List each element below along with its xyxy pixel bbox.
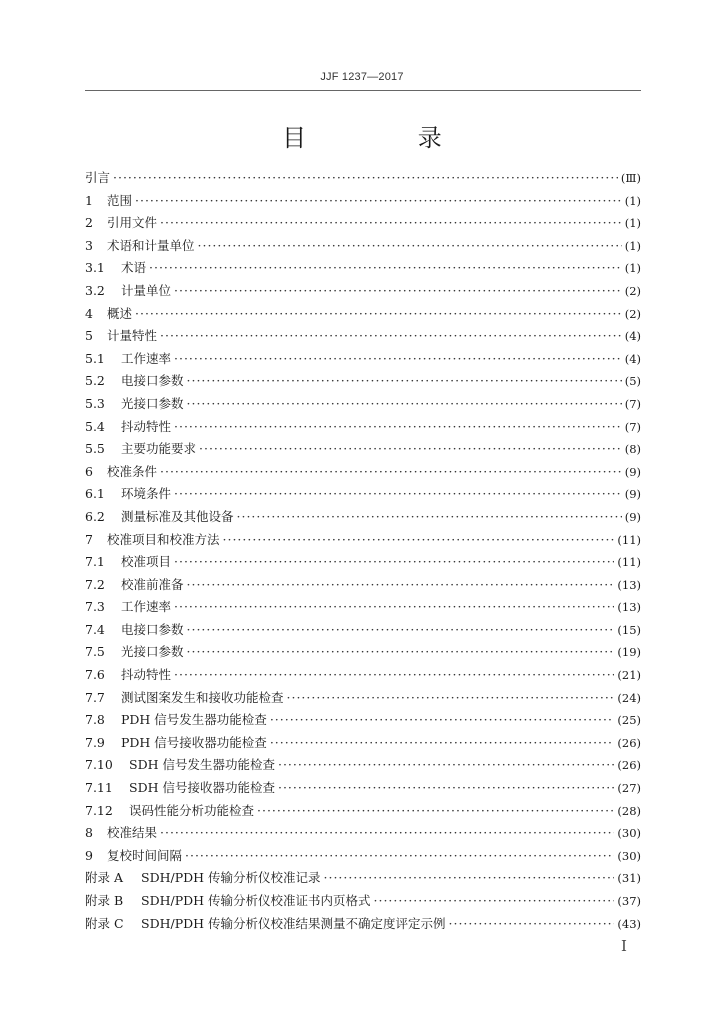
toc-leader-dots — [185, 845, 614, 868]
toc-entry[interactable] — [85, 867, 641, 890]
toc-entry-number: 7.1 — [85, 554, 105, 570]
toc-entry-number: 2 — [85, 215, 93, 231]
toc-entry-number: 3.1 — [85, 260, 105, 276]
toc-entry-number: 6.1 — [85, 486, 105, 502]
toc-entry-label: 工作速率 — [121, 350, 172, 366]
toc-entry-label: 环境条件 — [121, 486, 172, 502]
toc-entry-page: (8) — [624, 442, 641, 457]
toc-entry-label: 计量特性 — [107, 328, 158, 344]
toc-leader-dots — [160, 461, 622, 484]
toc-entry[interactable] — [85, 913, 641, 936]
toc-entry-page: (9) — [624, 487, 641, 502]
toc-leader-dots — [278, 754, 614, 777]
toc-entry-number: 5.3 — [85, 395, 105, 411]
toc-entry-label: 引用文件 — [107, 215, 158, 231]
toc-entry-number: 7.3 — [85, 599, 105, 615]
toc-leader-dots — [449, 913, 615, 936]
toc-entry-page: (2) — [624, 306, 641, 321]
toc-leader-dots — [174, 551, 614, 574]
toc-entry[interactable] — [85, 257, 641, 280]
toc-entry[interactable] — [85, 461, 641, 484]
toc-leader-dots — [187, 370, 622, 393]
toc-leader-dots — [270, 732, 615, 755]
toc-entry[interactable] — [85, 754, 641, 777]
toc-entry-label: 概述 — [107, 305, 133, 321]
toc-entry-page: (43) — [617, 916, 641, 931]
toc-entry-page: (9) — [624, 509, 641, 524]
toc-leader-dots — [199, 438, 622, 461]
toc-entry-label: PDH 信号发生器功能检查 — [121, 712, 267, 728]
toc-entry[interactable] — [85, 732, 641, 755]
toc-entry-label: 抖动特性 — [121, 418, 172, 434]
toc-leader-dots — [160, 325, 622, 348]
toc-entry-page: (26) — [617, 758, 641, 773]
toc-entry-number: 附录 A — [85, 870, 124, 886]
toc-entry-label: SDH 信号发生器功能检查 — [129, 757, 275, 773]
toc-entry-page: (28) — [617, 803, 641, 818]
toc-entry-number: 7.12 — [85, 802, 113, 818]
toc-entry-page: (31) — [617, 871, 641, 886]
toc-entry-label: 光接口参数 — [121, 644, 184, 660]
toc-entry-number: 5 — [85, 328, 93, 344]
toc-entry-label: 抖动特性 — [121, 667, 172, 683]
toc-entry[interactable] — [85, 845, 641, 868]
toc-entry-label: 工作速率 — [121, 599, 172, 615]
toc-entry-number: 附录 C — [85, 915, 124, 931]
toc-entry-number: 5.1 — [85, 350, 105, 366]
toc-entry[interactable] — [85, 777, 641, 800]
toc-entry[interactable] — [85, 596, 641, 619]
toc-entry-page: (7) — [624, 419, 641, 434]
toc-entry[interactable] — [85, 619, 641, 642]
toc-entry-label: SDH/PDH 传输分析仪校准记录 — [141, 870, 321, 886]
toc-entry[interactable] — [85, 641, 641, 664]
toc-leader-dots — [160, 212, 622, 235]
toc-entry-label: 测量标准及其他设备 — [121, 508, 234, 524]
toc-entry[interactable] — [85, 890, 641, 913]
toc-entry-number: 9 — [85, 847, 93, 863]
toc-entry-page: (2) — [624, 283, 641, 298]
toc-entry-number: 3 — [85, 237, 93, 253]
toc-entry-label: 校准结果 — [107, 825, 158, 841]
toc-entry-number: 7.4 — [85, 621, 105, 637]
toc-entry-number: 6.2 — [85, 508, 105, 524]
toc-entry-label: 校准项目 — [121, 554, 172, 570]
toc-entry-label: 术语 — [121, 260, 147, 276]
toc-entry[interactable] — [85, 574, 641, 597]
header-divider — [85, 90, 641, 91]
toc-entry-number: 6 — [85, 463, 93, 479]
toc-entry-page: (1) — [624, 216, 641, 231]
toc-entry[interactable] — [85, 325, 641, 348]
toc-leader-dots — [174, 483, 622, 506]
toc-entry[interactable] — [85, 280, 641, 303]
toc-entry-page: (1) — [624, 238, 641, 253]
toc-entry[interactable] — [85, 212, 641, 235]
toc-entry-label: 计量单位 — [121, 282, 172, 298]
toc-entry[interactable] — [85, 303, 641, 326]
table-of-contents — [85, 167, 641, 935]
toc-entry-number: 7.7 — [85, 689, 105, 705]
toc-entry-label: SDH/PDH 传输分析仪校准证书内页格式 — [141, 893, 371, 908]
toc-entry-page: (13) — [617, 600, 641, 615]
toc-entry-page: (21) — [617, 668, 641, 683]
toc-leader-dots — [187, 393, 622, 416]
toc-entry-number: 3.2 — [85, 282, 105, 298]
toc-entry[interactable] — [85, 664, 641, 687]
toc-leader-dots — [324, 867, 615, 890]
toc-entry-number: 7 — [85, 531, 93, 547]
toc-entry-page: (4) — [624, 329, 641, 344]
toc-entry-page: (30) — [617, 848, 641, 863]
page-title: 目 录 — [282, 124, 494, 152]
toc-entry-number: 7.2 — [85, 576, 105, 592]
document-code-header: JJF 1237—2017 — [320, 71, 404, 83]
toc-entry-number: 7.8 — [85, 712, 105, 728]
toc-entry-label: 电接口参数 — [121, 373, 184, 389]
toc-entry[interactable] — [85, 438, 641, 461]
toc-entry-page: (19) — [617, 645, 641, 660]
toc-entry-label: 引言 — [85, 170, 111, 185]
toc-entry-page: (37) — [617, 894, 641, 908]
toc-entry-label: 范围 — [107, 192, 133, 208]
toc-entry-page: (27) — [617, 781, 641, 796]
toc-entry-label: 校准前准备 — [121, 576, 184, 592]
toc-entry-number: 7.6 — [85, 667, 105, 683]
toc-entry[interactable] — [85, 370, 641, 393]
toc-entry-number: 5.4 — [85, 418, 105, 434]
toc-entry-number: 7.5 — [85, 644, 105, 660]
toc-entry-page: (Ⅲ) — [620, 171, 641, 185]
toc-entry-number: 5.5 — [85, 441, 105, 457]
toc-leader-dots — [237, 506, 622, 529]
toc-entry-label: SDH 信号接收器功能检查 — [129, 780, 275, 796]
toc-entry[interactable] — [85, 190, 641, 213]
toc-leader-dots — [174, 416, 622, 439]
toc-entry-page: (30) — [617, 826, 641, 841]
toc-entry[interactable] — [85, 506, 641, 529]
toc-entry-page: (1) — [624, 261, 641, 276]
toc-entry-page: (11) — [617, 532, 641, 547]
toc-leader-dots — [223, 529, 615, 552]
toc-entry-number: 8 — [85, 825, 93, 841]
toc-entry-label: 复校时间间隔 — [107, 847, 183, 863]
toc-leader-dots — [174, 280, 622, 303]
toc-entry-page: (9) — [624, 464, 641, 479]
toc-entry-page: (7) — [624, 396, 641, 411]
toc-entry-label: PDH 信号接收器功能检查 — [121, 734, 267, 750]
toc-entry-page: (26) — [617, 735, 641, 750]
toc-entry[interactable] — [85, 416, 641, 439]
toc-entry-label: SDH/PDH 传输分析仪校准结果测量不确定度评定示例 — [141, 915, 446, 931]
toc-entry[interactable] — [85, 800, 641, 823]
toc-entry-label: 光接口参数 — [121, 395, 184, 411]
toc-leader-dots — [374, 890, 615, 913]
toc-entry-label: 主要功能要求 — [121, 441, 197, 457]
toc-entry[interactable] — [85, 483, 641, 506]
toc-leader-dots — [257, 800, 614, 823]
toc-leader-dots — [135, 190, 622, 213]
toc-entry-page: (5) — [624, 374, 641, 389]
toc-entry-label: 测试图案发生和接收功能检查 — [121, 689, 284, 705]
toc-entry[interactable] — [85, 235, 641, 258]
toc-entry-label: 校准条件 — [107, 463, 158, 479]
toc-leader-dots — [187, 641, 615, 664]
toc-entry-number: 附录 B — [85, 893, 124, 908]
toc-leader-dots — [174, 664, 614, 687]
toc-entry[interactable] — [85, 348, 641, 371]
toc-leader-dots — [278, 777, 614, 800]
toc-entry[interactable] — [85, 393, 641, 416]
toc-entry-page: (1) — [624, 193, 641, 208]
toc-entry-label: 误码性能分析功能检查 — [129, 802, 255, 818]
toc-leader-dots — [135, 303, 622, 326]
toc-leader-dots — [187, 619, 615, 642]
toc-leader-dots — [287, 687, 615, 710]
toc-entry-label: 校准项目和校准方法 — [107, 531, 220, 547]
toc-entry[interactable] — [85, 822, 641, 845]
page-number: I — [621, 937, 627, 955]
toc-leader-dots — [149, 257, 622, 280]
toc-entry[interactable] — [85, 709, 641, 732]
toc-entry-number: 1 — [85, 192, 93, 208]
toc-leader-dots — [174, 596, 614, 619]
toc-entry-page: (24) — [617, 690, 641, 705]
toc-entry[interactable] — [85, 551, 641, 574]
toc-entry-page: (25) — [617, 713, 641, 728]
toc-entry-label: 术语和计量单位 — [107, 237, 195, 253]
toc-entry-number: 5.2 — [85, 373, 105, 389]
toc-entry[interactable] — [85, 687, 641, 710]
toc-entry[interactable] — [85, 167, 641, 190]
toc-leader-dots — [113, 167, 618, 190]
toc-leader-dots — [198, 235, 622, 258]
toc-leader-dots — [174, 348, 622, 371]
toc-entry-number: 4 — [85, 305, 93, 321]
toc-entry-number: 7.9 — [85, 734, 105, 750]
toc-leader-dots — [160, 822, 614, 845]
toc-leader-dots — [187, 574, 615, 597]
toc-entry-page: (15) — [617, 622, 641, 637]
toc-entry-label: 电接口参数 — [121, 621, 184, 637]
toc-entry-number: 7.11 — [85, 780, 113, 796]
toc-entry-page: (11) — [617, 555, 641, 570]
toc-leader-dots — [270, 709, 615, 732]
toc-entry-page: (13) — [617, 577, 641, 592]
toc-entry-page: (4) — [624, 351, 641, 366]
toc-entry[interactable] — [85, 529, 641, 552]
toc-entry-number: 7.10 — [85, 757, 113, 773]
